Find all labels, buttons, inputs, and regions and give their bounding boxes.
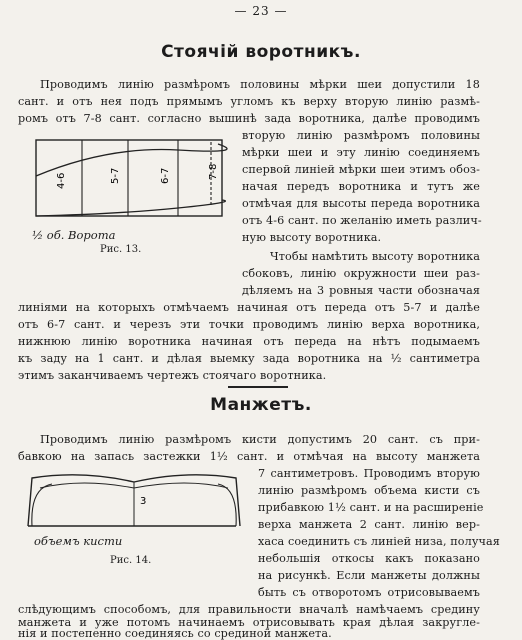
figure-caption-14: Рис. 14. bbox=[110, 555, 152, 566]
collar-label-side2: 6-7 bbox=[160, 167, 171, 184]
text-line: линію размѣромъ объема кисти съ bbox=[258, 484, 480, 497]
collar-label-back: 7-8 bbox=[208, 163, 219, 180]
text-line: манжета и уже потомъ начинаемъ отрисовывать края дѣлая закругле- bbox=[18, 616, 480, 629]
text-line: прибавкою 1½ сант. и на расширеніе bbox=[258, 501, 484, 514]
text-line: быть съ отворотомъ отрисовываемъ bbox=[258, 586, 480, 599]
text-line: Чтобы намѣтить высоту воротника bbox=[270, 250, 480, 263]
text-line: сбоковъ, линію окружности шеи раз- bbox=[242, 267, 480, 280]
collar-label-side1: 5-7 bbox=[110, 167, 121, 184]
text-line: 7 сантиметровъ. Проводимъ вторую bbox=[258, 467, 480, 480]
text-line: ромъ отъ 7-8 сант. согласно вышинѣ зада воротника, далѣе проводимъ bbox=[18, 112, 480, 125]
text-line: вторую линію размѣромъ половины bbox=[242, 129, 480, 142]
text-line: линіями на которыхъ отмѣчаемъ начиная отъ переда отъ 5-7 и далѣе bbox=[18, 301, 480, 314]
text-line: хаса соединить съ линіей низа, получая bbox=[258, 535, 500, 548]
text-line: мѣрки шеи и эту линію соединяемъ bbox=[242, 146, 480, 159]
text-line: къ заду на 1 сант. и дѣлая выемку зада воротника на ½ сантиметра bbox=[18, 352, 480, 365]
text-line: дѣляемъ на 3 ровныя части обозначая bbox=[242, 284, 480, 297]
text-line: на рисункѣ. Если манжеты должны bbox=[258, 569, 480, 582]
text-line: отмѣчая для высоты переда воротника bbox=[242, 197, 480, 210]
text-line: Проводимъ линію размѣромъ половины мѣрки шеи допустили 18 bbox=[40, 78, 480, 91]
text-line: отъ 6-7 сант. и черезъ эти точки проводимъ линію верха воротника, bbox=[18, 318, 480, 331]
text-line: нія и постепенно соединяясь со срединой манжета. bbox=[18, 627, 332, 640]
collar-label-front: 4-6 bbox=[56, 172, 67, 189]
text-line: нижнюю линію воротника начиная отъ переда на нѣтъ подымаемъ bbox=[18, 335, 480, 348]
collar-pattern-diagram bbox=[28, 134, 238, 226]
cuff-label-height: 3 bbox=[140, 496, 147, 507]
text-line: слѣдующимъ способомъ, для правильности вначалѣ намѣчаемъ средину bbox=[18, 603, 480, 616]
figure-caption-13: Рис. 13. bbox=[100, 244, 142, 255]
text-line: этимъ заканчиваемъ чертежъ стоячаго воротника. bbox=[18, 369, 327, 382]
section-title-cuff: Манжетъ. bbox=[210, 395, 312, 415]
text-line: верха манжета 2 сант. линію вер- bbox=[258, 518, 480, 531]
section-title-collar: Стоячій воротникъ. bbox=[161, 42, 361, 62]
text-line: бавкою на запась застежки 1½ сант. и отмѣчая на высоту манжета bbox=[18, 450, 480, 463]
text-line: ную высоту воротника. bbox=[242, 231, 382, 244]
page-number: — 23 — bbox=[234, 4, 288, 18]
cuff-pattern-diagram bbox=[22, 466, 248, 532]
text-line: сант. и отъ нея подъ прямымъ угломъ къ верху вторую линію размѣ- bbox=[18, 95, 480, 108]
handwritten-wrist-label: объемъ кисти bbox=[34, 534, 123, 548]
text-line: отъ 4-6 сант. по желанію иметь различ- bbox=[242, 214, 482, 227]
handwritten-neck-label: ½ об. Ворота bbox=[32, 228, 116, 242]
text-line: начая передъ воротника и тутъ же bbox=[242, 180, 480, 193]
section-divider bbox=[228, 386, 288, 388]
text-line: спервой линіей мѣрки шеи этимъ обоз- bbox=[242, 163, 480, 176]
text-line: Проводимъ линію размѣромъ кисти допустимъ 20 сант. съ при- bbox=[40, 433, 480, 446]
text-line: небольшія откосы какъ показано bbox=[258, 552, 480, 565]
